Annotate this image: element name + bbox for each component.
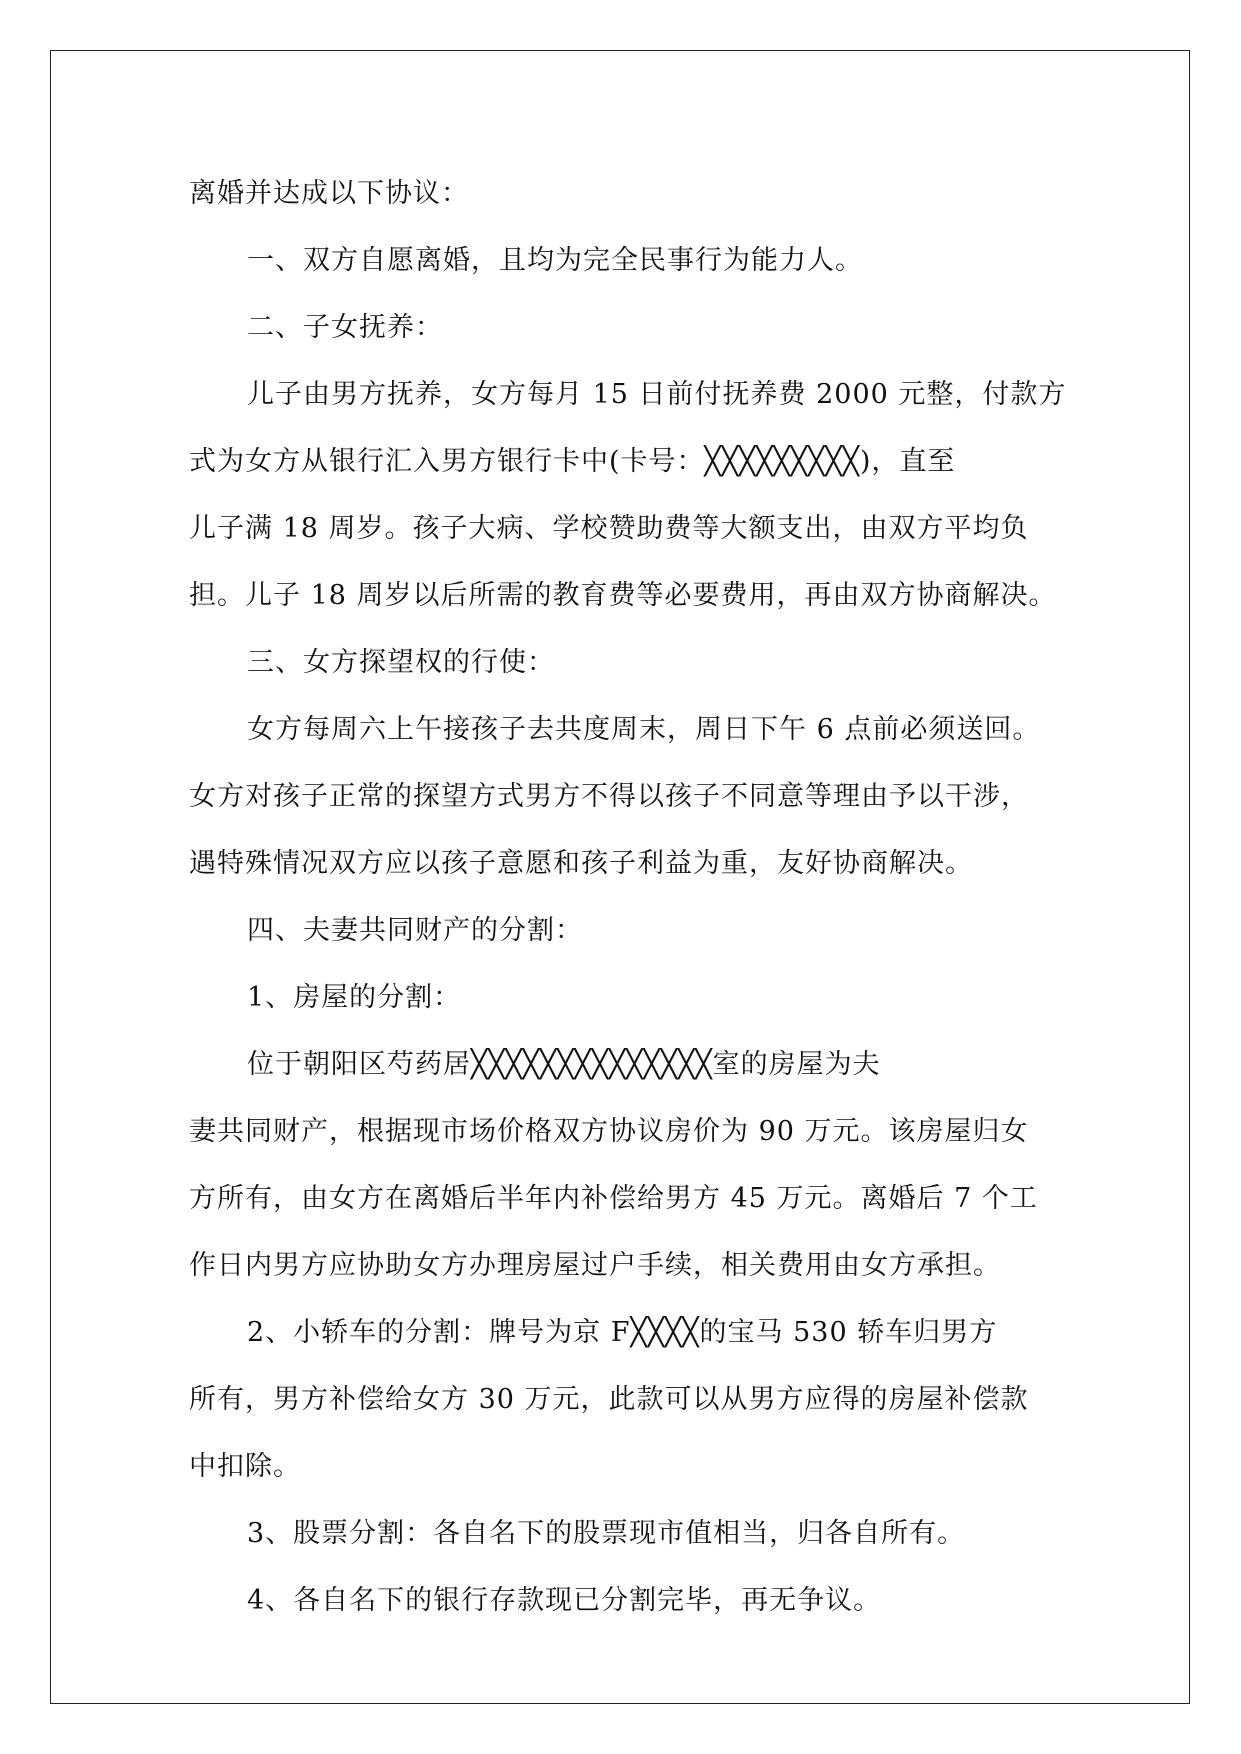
text-line: 儿子由男方抚养，女方每月 15 日前付抚养费 2000 元整，付款方 bbox=[247, 379, 1067, 410]
text-line: 4、各自名下的银行存款现已分割完毕，再无争议。 bbox=[247, 1585, 882, 1616]
text-line: 所有，男方补偿给女方 30 万元，此款可以从男方应得的房屋补偿款 bbox=[189, 1384, 1029, 1415]
text-line: 作日内男方应协助女方办理房屋过户手续，相关费用由女方承担。 bbox=[189, 1250, 1001, 1281]
text-line: 女方每周六上午接孩子去共度周末，周日下午 6 点前必须送回。 bbox=[247, 714, 1041, 745]
text-line: 位于朝阳区芍药居╳╳╳╳╳╳╳╳╳╳╳╳╳╳室的房屋为夫 bbox=[247, 1049, 881, 1080]
text-line: 担。儿子 18 周岁以后所需的教育费等必要费用，再由双方协商解决。 bbox=[189, 580, 1057, 611]
text-line: 2、小轿车的分割：牌号为京 F╳╳╳╳的宝马 530 轿车归男方 bbox=[247, 1317, 998, 1348]
document-body bbox=[189, 160, 1069, 1634]
section-heading: 四、夫妻共同财产的分割： bbox=[247, 915, 583, 946]
text-line: 离婚并达成以下协议： bbox=[189, 178, 469, 209]
text-line: 一、双方自愿离婚，且均为完全民事行为能力人。 bbox=[247, 245, 863, 276]
subsection-heading: 1、房屋的分割： bbox=[247, 982, 462, 1013]
text-line: 儿子满 18 周岁。孩子大病、学校赞助费等大额支出，由双方平均负 bbox=[189, 513, 1029, 544]
text-line: 妻共同财产，根据现市场价格双方协议房价为 90 万元。该房屋归女 bbox=[189, 1116, 1029, 1147]
text-line: 女方对孩子正常的探望方式男方不得以孩子不同意等理由予以干涉， bbox=[189, 781, 1029, 812]
section-heading: 二、子女抚养： bbox=[247, 312, 443, 343]
text-line: 式为女方从银行汇入男方银行卡中(卡号：╳╳╳╳╳╳╳╳╳)，直至 bbox=[189, 446, 956, 477]
text-line: 3、股票分割：各自名下的股票现市值相当，归各自所有。 bbox=[247, 1518, 966, 1549]
text-line: 中扣除。 bbox=[189, 1451, 301, 1482]
section-heading: 三、女方探望权的行使： bbox=[247, 647, 555, 678]
text-line: 遇特殊情况双方应以孩子意愿和孩子利益为重，友好协商解决。 bbox=[189, 848, 973, 879]
text-line: 方所有，由女方在离婚后半年内补偿给男方 45 万元。离婚后 7 个工 bbox=[189, 1183, 1038, 1214]
